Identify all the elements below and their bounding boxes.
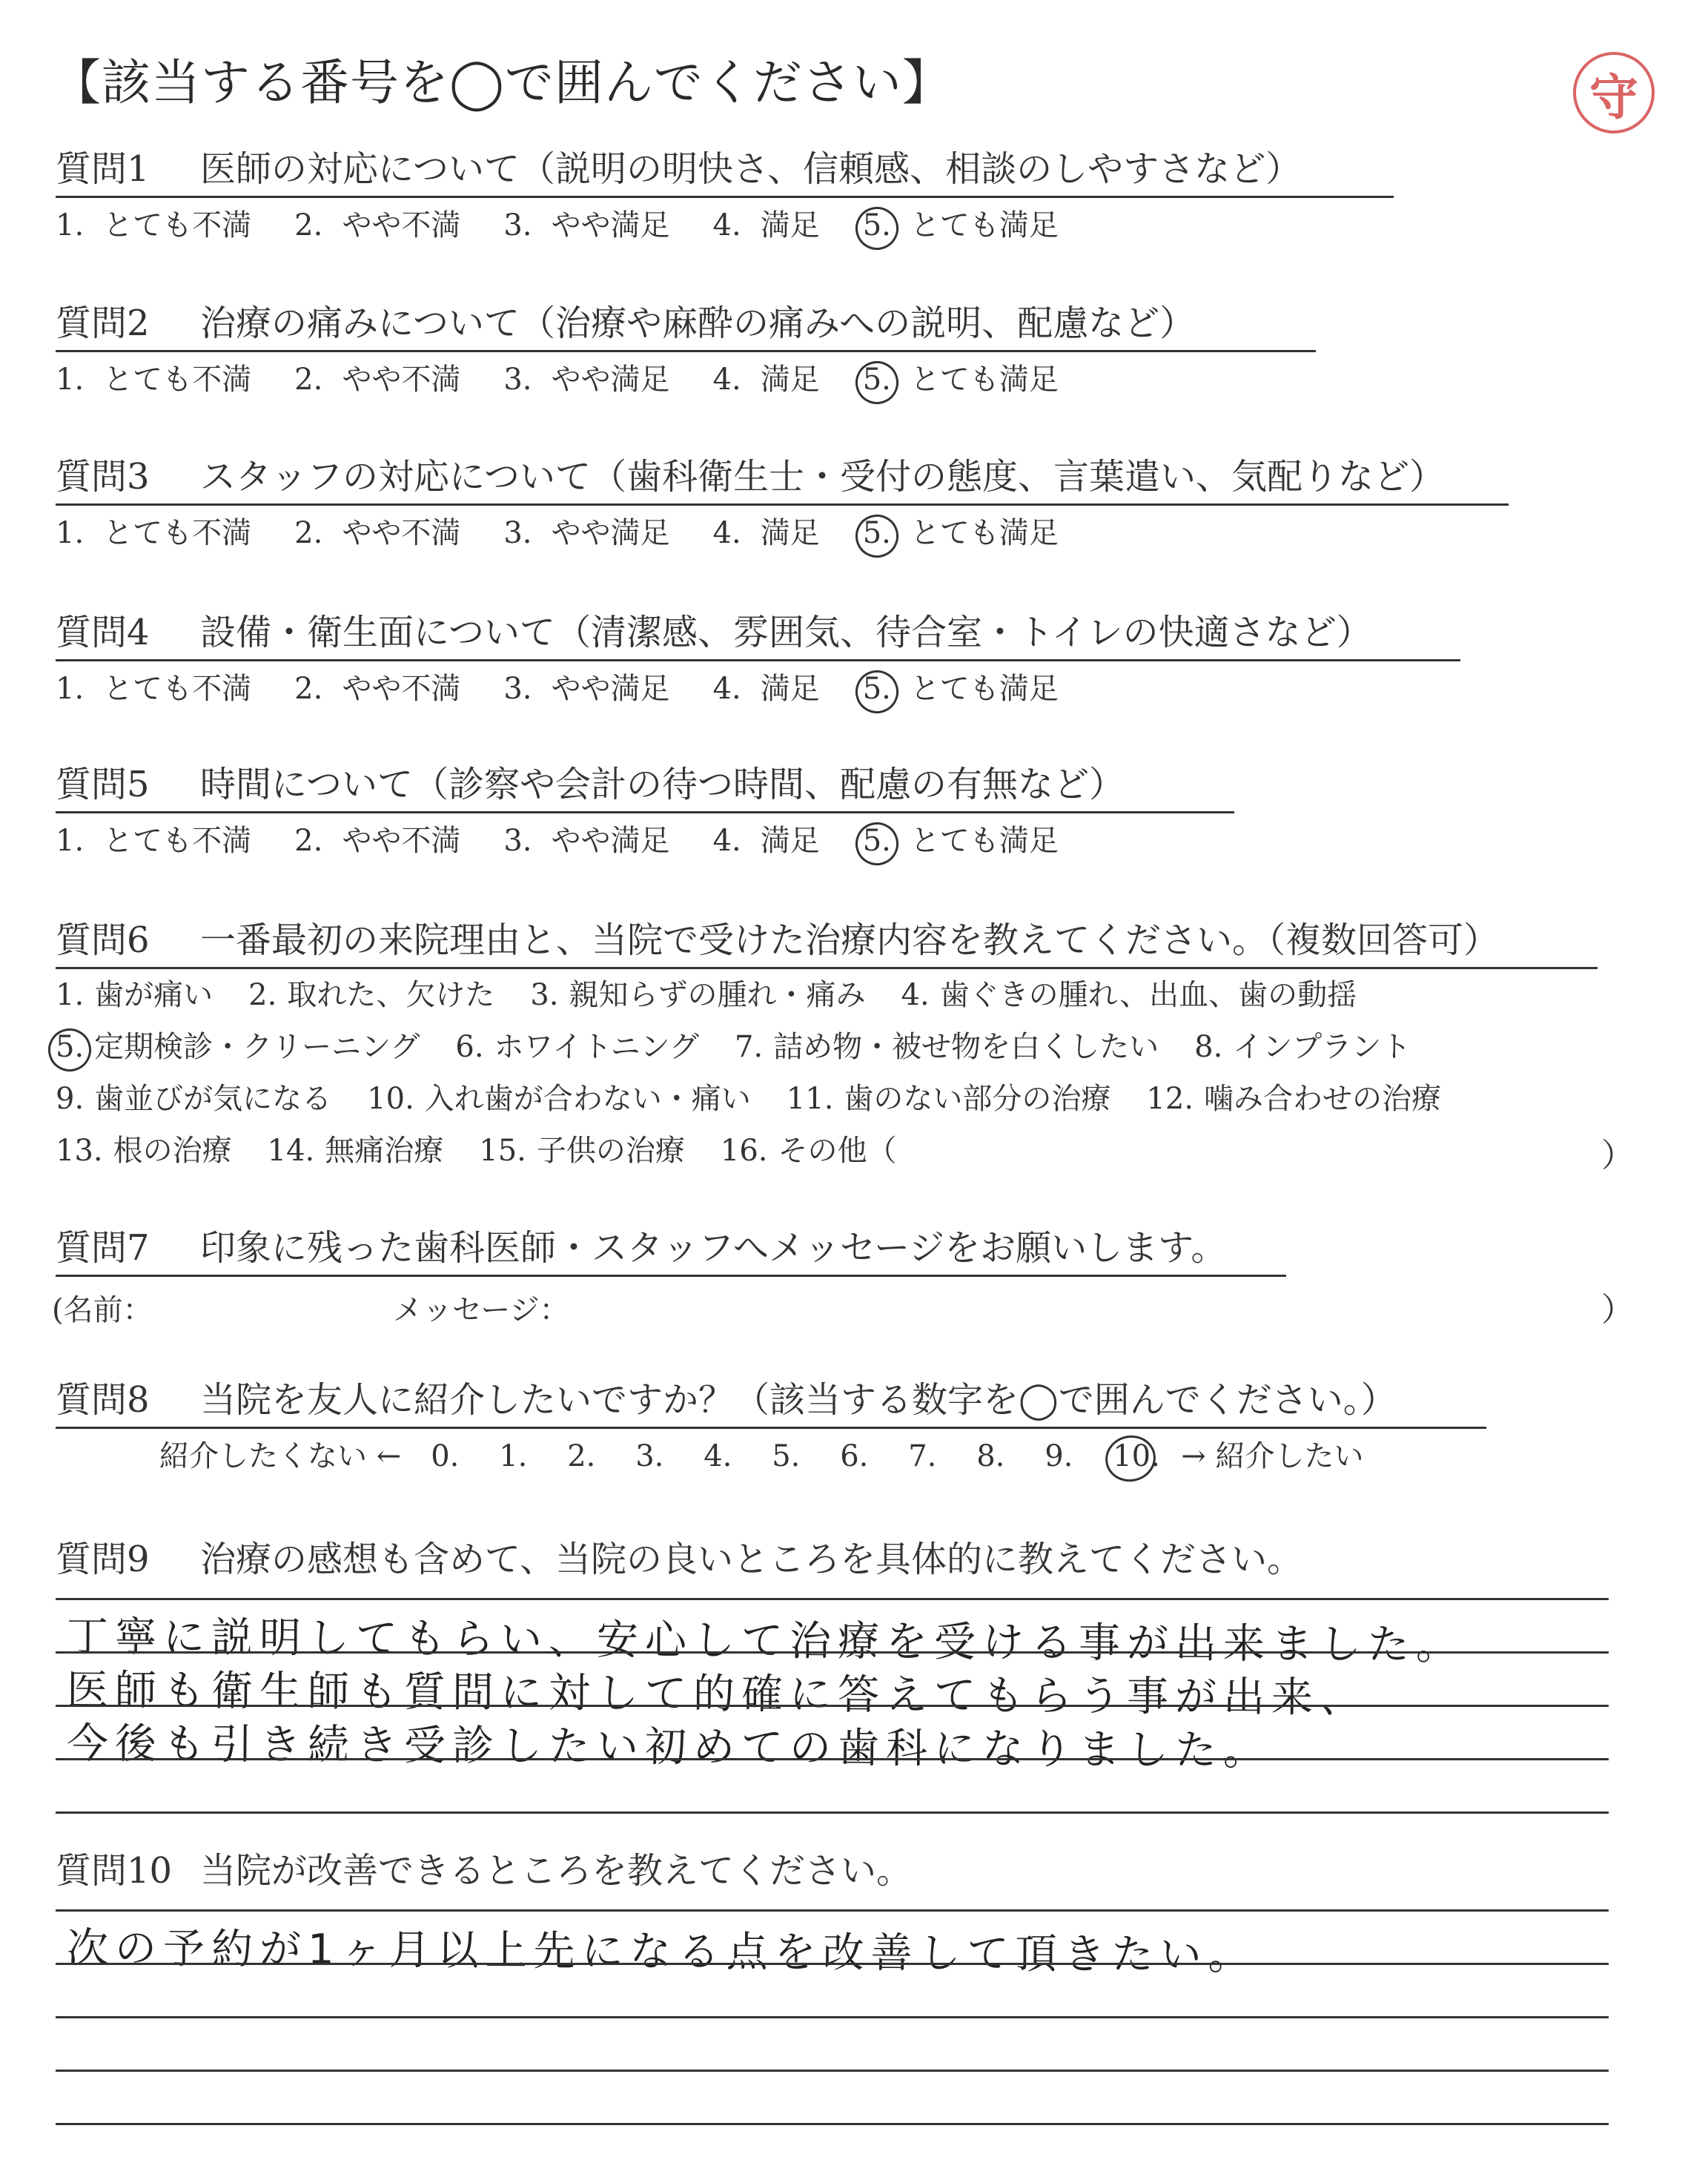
scale-number[interactable]: 1. bbox=[499, 1439, 528, 1473]
rating-option[interactable] bbox=[294, 671, 460, 707]
option-label: 親知らずの腫れ・痛み bbox=[569, 978, 866, 1012]
question-4-options bbox=[56, 671, 1102, 707]
rating-option[interactable] bbox=[56, 208, 251, 243]
answer-rule bbox=[56, 1963, 1609, 1965]
reason-option[interactable] bbox=[721, 1133, 897, 1169]
option-number: 5. bbox=[862, 672, 891, 706]
option-label: 根の治療 bbox=[113, 1134, 232, 1168]
option-number: 1. bbox=[56, 824, 85, 858]
option-label: とても満足 bbox=[910, 208, 1059, 242]
option-number: 4. bbox=[712, 208, 741, 242]
rating-option[interactable] bbox=[863, 515, 1059, 551]
question-text: スタッフの対応について（歯科衛生士・受付の態度、言葉遣い、気配りなど） bbox=[200, 456, 1446, 498]
question-text: 治療の痛みについて（治療や麻酔の痛みへの説明、配慮など） bbox=[200, 303, 1196, 344]
option-number: 8. bbox=[1194, 1030, 1223, 1064]
option-label: 詰め物・被せ物を白くしたい bbox=[773, 1030, 1159, 1064]
option-number: 4. bbox=[901, 978, 930, 1012]
question-number: 質問3 bbox=[56, 456, 150, 498]
option-label: やや不満 bbox=[342, 824, 461, 858]
question-2-title bbox=[56, 303, 1316, 352]
reason-option[interactable] bbox=[1146, 1081, 1441, 1117]
option-number: 13. bbox=[56, 1134, 103, 1168]
option-label: ホワイトニング bbox=[494, 1030, 699, 1064]
question-number: 質問10 bbox=[56, 1850, 173, 1892]
option-label: 入れ歯が合わない・痛い bbox=[424, 1082, 751, 1116]
option-number: 2. bbox=[294, 363, 323, 397]
option-number: 2. bbox=[294, 672, 323, 706]
stamp-text: 守 bbox=[1589, 67, 1638, 126]
rating-option[interactable] bbox=[713, 515, 820, 551]
option-number: 3. bbox=[503, 824, 532, 858]
option-number: 3. bbox=[503, 672, 532, 706]
option-label: 歯ぐきの腫れ、出血、歯の動揺 bbox=[939, 978, 1357, 1012]
question-text: 印象に残った歯科医師・スタッフへメッセージをお願いします。 bbox=[200, 1227, 1227, 1269]
question-7-title bbox=[56, 1227, 1286, 1277]
option-label: やや満足 bbox=[551, 516, 670, 550]
option-label: 定期検診・クリーニング bbox=[94, 1030, 420, 1064]
handwritten-answer-line: 医師も衛生師も質問に対して的確に答えてもらう事が出来、 bbox=[66, 1666, 1368, 1723]
option-number: 1. bbox=[56, 672, 85, 706]
option-label: やや不満 bbox=[342, 363, 461, 397]
reason-option[interactable] bbox=[367, 1081, 751, 1117]
question-text: 当院を友人に紹介したいですか？（該当する数字を◯で囲んでください。） bbox=[200, 1379, 1397, 1421]
rating-option[interactable] bbox=[713, 362, 820, 397]
option-label: やや不満 bbox=[342, 208, 461, 242]
scale-number[interactable]: 2. bbox=[567, 1439, 596, 1473]
scale-number[interactable]: 9. bbox=[1045, 1439, 1073, 1473]
question-3-title bbox=[56, 456, 1509, 506]
rating-option[interactable] bbox=[294, 823, 460, 859]
question-text: 医師の対応について（説明の明快さ、信頼感、相談のしやすさなど） bbox=[200, 148, 1302, 190]
option-row bbox=[56, 1029, 1446, 1065]
option-label: とても不満 bbox=[103, 363, 252, 397]
question-5-options bbox=[56, 823, 1102, 859]
answer-top-rule bbox=[56, 1909, 1609, 1912]
option-label: 歯が痛い bbox=[94, 978, 214, 1012]
option-number: 2. bbox=[294, 824, 323, 858]
handwritten-answer-line: 今後も引き続き受診したい初めての歯科になりました。 bbox=[66, 1720, 1272, 1775]
message-label: メッセージ： bbox=[393, 1293, 569, 1327]
option-number: 1. bbox=[56, 363, 85, 397]
rating-option[interactable] bbox=[863, 362, 1059, 397]
rating-option[interactable] bbox=[294, 515, 460, 551]
answer-rule bbox=[56, 2070, 1609, 2072]
option-label: 無痛治療 bbox=[325, 1134, 444, 1168]
rating-option[interactable] bbox=[503, 208, 669, 243]
answer-rule bbox=[56, 1758, 1609, 1760]
option-number: 3. bbox=[503, 363, 532, 397]
option-number: 9. bbox=[56, 1082, 85, 1116]
reason-option[interactable] bbox=[56, 1133, 232, 1169]
scale-number[interactable]: 5. bbox=[772, 1439, 801, 1473]
handwritten-answer-line: 丁寧に説明してもらい、安心して治療を受ける事が出来ました。 bbox=[66, 1613, 1465, 1670]
rating-option[interactable] bbox=[713, 671, 820, 707]
rating-option[interactable] bbox=[56, 362, 251, 397]
reason-option[interactable] bbox=[56, 1029, 420, 1065]
option-number: 1. bbox=[56, 208, 85, 242]
rating-option[interactable] bbox=[503, 823, 669, 859]
option-number: 11. bbox=[786, 1082, 834, 1116]
option-label: 噛み合わせの治療 bbox=[1204, 1082, 1442, 1116]
question-number: 質問7 bbox=[56, 1227, 150, 1269]
question-text: 治療の感想も含めて、当院の良いところを具体的に教えてください。 bbox=[200, 1539, 1303, 1580]
option-label: 満足 bbox=[760, 363, 820, 397]
option-number: 1. bbox=[56, 516, 85, 550]
answer-rule bbox=[56, 2016, 1609, 2018]
question-number: 質問9 bbox=[56, 1539, 150, 1580]
reason-option[interactable] bbox=[56, 977, 213, 1013]
rating-option[interactable] bbox=[713, 208, 820, 243]
form-header: 【該当する番号を◯で囲んでください】 bbox=[52, 54, 952, 111]
rating-option[interactable] bbox=[56, 515, 251, 551]
option-label: 満足 bbox=[760, 672, 820, 706]
reason-option[interactable] bbox=[248, 977, 494, 1013]
option-label: 満足 bbox=[760, 516, 820, 550]
answer-rule bbox=[56, 1811, 1609, 1814]
reason-option[interactable] bbox=[455, 1029, 699, 1065]
option-number: 5. bbox=[862, 208, 891, 242]
option-number: 4. bbox=[712, 672, 741, 706]
option-number: 10. bbox=[367, 1082, 414, 1116]
rating-option[interactable] bbox=[56, 671, 251, 707]
option-label: とても満足 bbox=[910, 824, 1059, 858]
option-label: とても不満 bbox=[103, 672, 252, 706]
rating-option[interactable] bbox=[56, 823, 251, 859]
reason-option[interactable] bbox=[735, 1029, 1159, 1065]
option-row bbox=[56, 1081, 1477, 1117]
reason-option[interactable] bbox=[530, 977, 865, 1013]
option-label: やや不満 bbox=[342, 516, 461, 550]
question-3-options bbox=[56, 515, 1102, 551]
rating-option[interactable] bbox=[294, 362, 460, 397]
option-label: やや満足 bbox=[551, 824, 670, 858]
option-number: 5. bbox=[862, 516, 891, 550]
option-label: とても満足 bbox=[910, 516, 1059, 550]
scale-number[interactable]: 0. bbox=[431, 1439, 460, 1473]
option-number: 5. bbox=[862, 824, 891, 858]
question-text: 設備・衛生面について（清潔感、雰囲気、待合室・トイレの快適さなど） bbox=[200, 612, 1372, 653]
option-label: とても満足 bbox=[910, 672, 1059, 706]
option-number: 5. bbox=[56, 1030, 85, 1064]
option-label: 歯並びが気になる bbox=[94, 1082, 332, 1116]
option-label: やや満足 bbox=[551, 208, 670, 242]
question-1-title bbox=[56, 148, 1394, 198]
question-4-title bbox=[56, 612, 1460, 661]
scale-number[interactable]: 10. bbox=[1113, 1439, 1181, 1474]
question-number: 質問6 bbox=[56, 919, 150, 961]
question-number: 質問8 bbox=[56, 1379, 150, 1421]
answer-rule bbox=[56, 1651, 1609, 1654]
option-number: 2. bbox=[294, 208, 323, 242]
question-number: 質問5 bbox=[56, 764, 150, 805]
option-number: 3. bbox=[530, 978, 559, 1012]
scale-number[interactable]: 6. bbox=[840, 1439, 869, 1473]
option-label: とても満足 bbox=[910, 363, 1059, 397]
option-number: 12. bbox=[1146, 1082, 1194, 1116]
reason-option[interactable] bbox=[56, 1081, 331, 1117]
reason-option[interactable] bbox=[787, 1081, 1111, 1117]
message-row bbox=[52, 1287, 569, 1329]
scale-number[interactable]: 8. bbox=[976, 1439, 1005, 1473]
scale-left-label: 紹介したくない ← bbox=[159, 1439, 402, 1473]
reason-option[interactable] bbox=[479, 1133, 685, 1169]
handwritten-answer-line: 次の予約が1ヶ月以上先になる点を改善して頂きたい。 bbox=[66, 1924, 1257, 1980]
question-10-title bbox=[56, 1850, 945, 1898]
scale-number[interactable]: 7. bbox=[908, 1439, 937, 1473]
question-2-options bbox=[56, 362, 1102, 397]
option-number: 14. bbox=[267, 1134, 315, 1168]
option-label: やや満足 bbox=[551, 363, 670, 397]
option-number: 2. bbox=[248, 978, 277, 1012]
seal-stamp bbox=[1573, 52, 1655, 133]
option-number: 4. bbox=[712, 363, 741, 397]
scale-right-label: → 紹介したい bbox=[1181, 1439, 1364, 1473]
option-label: やや満足 bbox=[551, 672, 670, 706]
option-number: 4. bbox=[712, 516, 741, 550]
name-label: (名前： bbox=[52, 1293, 153, 1327]
reason-option[interactable] bbox=[268, 1133, 444, 1169]
rating-option[interactable] bbox=[713, 823, 820, 859]
option-label: とても不満 bbox=[103, 824, 252, 858]
question-6-title bbox=[56, 919, 1598, 969]
question-text: 時間について（診察や会計の待つ時間、配慮の有無など） bbox=[200, 764, 1125, 805]
option-number: 15. bbox=[479, 1134, 526, 1168]
option-label: とても不満 bbox=[103, 516, 252, 550]
recommend-scale bbox=[159, 1439, 1363, 1474]
answer-rule bbox=[56, 2123, 1609, 2125]
option-label: 満足 bbox=[760, 824, 820, 858]
rating-option[interactable] bbox=[863, 671, 1059, 707]
question-text: 一番最初の来院理由と、当院で受けた治療内容を教えてください。（複数回答可） bbox=[200, 919, 1500, 961]
message-close-paren: ） bbox=[1601, 1291, 1634, 1329]
option-label: やや不満 bbox=[342, 672, 461, 706]
question-number: 質問1 bbox=[56, 148, 150, 190]
option-label: 子供の治療 bbox=[536, 1134, 685, 1168]
option-number: 2. bbox=[294, 516, 323, 550]
option-number: 6. bbox=[455, 1030, 484, 1064]
reason-option[interactable] bbox=[1194, 1029, 1411, 1065]
option-number: 4. bbox=[712, 824, 741, 858]
question-9-title bbox=[56, 1539, 1349, 1586]
rating-option[interactable] bbox=[294, 208, 460, 243]
rating-option[interactable] bbox=[863, 208, 1059, 243]
option-label: 取れた、欠けた bbox=[287, 978, 495, 1012]
option-row bbox=[56, 977, 1392, 1013]
question-5-title bbox=[56, 764, 1234, 813]
rating-option[interactable] bbox=[503, 515, 669, 551]
scale-number[interactable]: 3. bbox=[635, 1439, 664, 1473]
option-label: インプラント bbox=[1233, 1030, 1411, 1064]
answer-rule bbox=[56, 1705, 1609, 1707]
rating-option[interactable] bbox=[863, 823, 1059, 859]
rating-option[interactable] bbox=[503, 362, 669, 397]
option-number: 1. bbox=[56, 978, 85, 1012]
answer-top-rule bbox=[56, 1598, 1609, 1600]
question-text: 当院が改善できるところを教えてください。 bbox=[200, 1850, 913, 1892]
question-1-options bbox=[56, 208, 1102, 243]
option-row bbox=[56, 1133, 933, 1169]
option-number: 3. bbox=[503, 516, 532, 550]
other-close-paren: ） bbox=[1601, 1137, 1634, 1175]
reason-option[interactable] bbox=[901, 977, 1357, 1013]
option-label: とても不満 bbox=[103, 208, 252, 242]
option-label: その他（ bbox=[778, 1134, 897, 1168]
option-number: 16. bbox=[720, 1134, 768, 1168]
option-label: 満足 bbox=[760, 208, 820, 242]
option-number: 7. bbox=[734, 1030, 764, 1064]
option-number: 5. bbox=[862, 363, 891, 397]
scale-number[interactable]: 4. bbox=[704, 1439, 732, 1473]
question-number: 質問4 bbox=[56, 612, 150, 653]
question-number: 質問2 bbox=[56, 303, 150, 344]
rating-option[interactable] bbox=[503, 671, 669, 707]
option-number: 3. bbox=[503, 208, 532, 242]
option-label: 歯のない部分の治療 bbox=[844, 1082, 1111, 1116]
question-8-title bbox=[56, 1379, 1486, 1429]
